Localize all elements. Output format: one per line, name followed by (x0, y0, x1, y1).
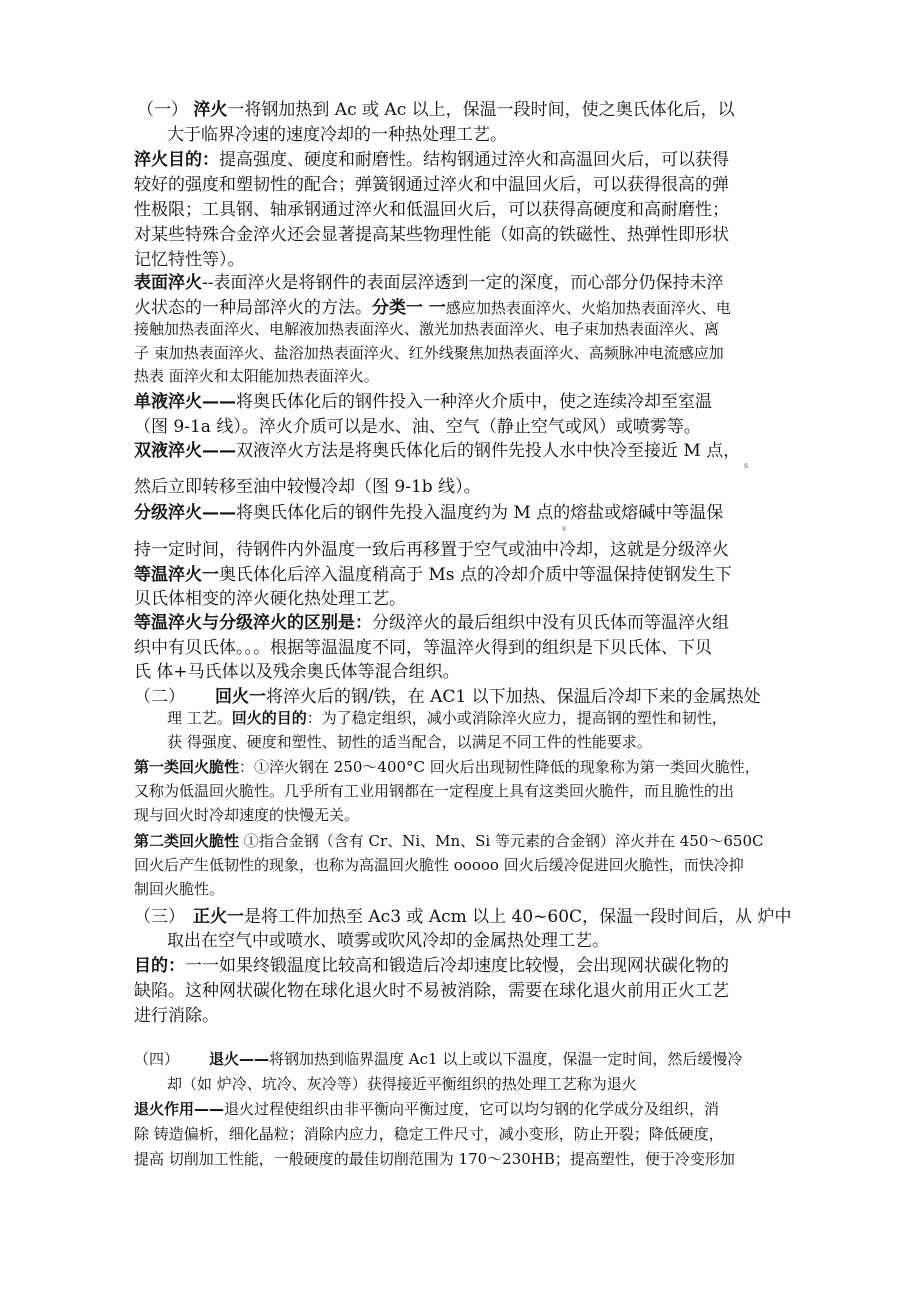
term-bold: 等温淬火一 (134, 565, 219, 585)
text-line: （二） 回火一将淬火后的钢/铁，在 AC1 以下加热、保温后冷却下来的金属热处 (134, 687, 761, 707)
term-bold: 双液淬火—— (134, 441, 236, 461)
text-line: 淬火目的：提高强度、硬度和耐磨性。结构钢通过淬火和高温回火后，可以获得 (134, 150, 729, 170)
text-line: 然后立即转移至油中较慢冷却（图 9-1b 线）。 (134, 477, 481, 497)
text-line: 回火后产生低韧性的现象，也称为高温回火脆性 ooooo 回火后缓冷促进回火脆性，而快冷抑 (134, 856, 744, 874)
text-line: 大于临界冷速的速度冷却的一种热处理工艺。 (167, 125, 507, 145)
text-line: 记忆特性等）。 (134, 250, 245, 270)
text-line: （一） 淬火一将钢加热到 Ac 或 Ac 以上，保温一段时间，使之奥氏体化后，以 (137, 100, 735, 120)
term-bold: 分类一 一 (372, 298, 446, 318)
text-line: （三） 正火一是将工件加热至 Ac3 或 Acm 以上 40~60C，保温一段时间后，从 炉中 (134, 907, 792, 927)
text-line: 第一类回火脆性：①淬火钢在 250～400°C 回火后出现韧性降低的现象称为第一类回火脆性， (134, 758, 760, 776)
text-line: 对某些特殊合金淬火还会显著提高某些物理性能（如高的铁磁性、热弹性即形状 (134, 225, 729, 245)
text-line: 又称为低温回火脆性。几乎所有工业用钢都在一定程度上具有这类回火脆件，而且脆性的出 (134, 782, 735, 800)
term-bold: 表面淬火 (134, 273, 202, 293)
text-line: 性极限；工具钢、轴承钢通过淬火和低温回火后，可以获得高硬度和高耐磨性； (134, 200, 729, 220)
text-line: 提高 切削加工性能，一般硬度的最佳切削范围为 170～230HB；提高塑性，便于冷变形加 (134, 1150, 735, 1168)
term-bold: 目的： (134, 956, 185, 976)
text-line: 贝氏体相变的淬火硬化热处理工艺。 (134, 589, 406, 609)
text-line: 火状态的一种局部淬火的方法。分类一 一感应加热表面淬火、火焰加热表面淬火、电 (134, 298, 731, 318)
term-bold: 退火作用—— (134, 1100, 225, 1118)
text-line: 现与回火时冷却速度的快慢无关。 (134, 806, 360, 824)
term-bold: 第二类回火脆性 (134, 832, 240, 850)
text-line: 缺陷。这种网状碳化物在球化退火时不易被消除，需要在球化退火前用正火工艺 (134, 981, 729, 1001)
text-line: 第二类回火脆性 ①指合金钢（含有 Cr、Ni、Mn、Si 等元素的合金钢）淬火并在 450～650C (134, 832, 764, 850)
text-line: 除 铸造偏析，细化晶粒；消除内应力，稳定工件尺寸，减小变形，防止开裂；降低硬度， (134, 1125, 724, 1143)
text-line: （四） 退火——将钢加热到临界温度 Ac1 以上或以下温度，保温一定时间，然后缓慢冷 (134, 1050, 743, 1068)
term-bold: 回火的目的 (231, 709, 307, 727)
text-line: 氏 体+马氏体以及残余奥氏体等混合组织。 (134, 662, 460, 682)
term-bold: 淬火目的： (134, 150, 219, 170)
text-line: 进行消除。 (134, 1006, 219, 1026)
subscript-mark: s (744, 461, 749, 470)
text-line: 取出在空气中或喷水、喷雾或吹风冷却的金属热处理工艺。 (167, 931, 609, 951)
text-line: 退火作用——退火过程使组织由非平衡向平衡过度，它可以均匀钢的化学成分及组织，消 (134, 1100, 720, 1118)
term-bold: 回火一 (215, 687, 266, 707)
text-line: （图 9-1a 线）。淬火介质可以是水、油、空气（静止空气或风）或喷雾等。 (134, 417, 701, 437)
text-line: 持一定时间，待钢件内外温度一致后再移置于空气或油中冷却，这就是分级淬火 (134, 540, 729, 560)
text-line: 制回火脆性。 (134, 880, 225, 898)
text-line: 分级淬火——将奥氏体化后的钢件先投入温度约为 M 点的熔盐或熔碱中等温保 (134, 503, 724, 523)
text-line: 织中有贝氏体。。。根据等温温度不同，等温淬火得到的组织是下贝氏体、下贝 (134, 638, 712, 658)
term-bold: 等温淬火与分级淬火的区别是： (134, 613, 372, 633)
text-line: 目的：一一如果终锻温度比较高和锻造后冷却速度比较慢，会出现网状碳化物的 (134, 956, 729, 976)
text-line: 等温淬火与分级淬火的区别是：分级淬火的最后组织中没有贝氏体而等温淬火组 (134, 613, 729, 633)
term-bold: 淬火 (193, 100, 228, 120)
text-line: 却（如 炉冷、坑冷、灰冷等）获得接近平衡组织的热处理工艺称为退火 (167, 1075, 637, 1093)
text-line: 热表 面淬火和太阳能加热表面淬火。 (134, 367, 379, 385)
subscript-mark: s (562, 524, 567, 533)
text-line: 接触加热表面淬火、电解液加热表面淬火、激光加热表面淬火、电子束加热表面淬火、离 (134, 320, 720, 338)
text-line: 较好的强度和塑韧性的配合；弹簧钢通过淬火和中温回火后，可以获得很高的弹 (134, 175, 729, 195)
text-line: 双液淬火——双液淬火方法是将奥氏体化后的钢件先投人水中快冷至接近 M 点， (134, 441, 741, 461)
text-line: 子 束加热表面淬火、盐浴加热表面淬火、红外线聚焦加热表面淬火、高频脉冲电流感应加 (134, 344, 724, 362)
term-bold: 正火一 (193, 907, 244, 927)
text-line: 表面淬火--表面淬火是将钢件的表面层淬透到一定的深度，而心部分仍保持未淬 (134, 273, 724, 293)
text-line: 单液淬火——将奥氏体化后的钢件投入一种淬火介质中，使之连续冷却至室温 (134, 392, 712, 412)
text-line: 等温淬火一奥氏体化后淬入温度稍高于 Ms 点的冷却介质中等温保持使钢发生下 (134, 565, 732, 585)
text-line: 理 工艺。回火的目的：为了稳定组织，减小或消除淬火应力，提高钢的塑性和韧性， (167, 709, 727, 727)
term-bold: 分级淬火—— (134, 503, 236, 523)
text-line: 获 得强度、硬度和塑性、韧性的适当配合，以满足不同工件的性能要求。 (167, 733, 652, 751)
term-bold: 退火—— (209, 1050, 270, 1068)
term-bold: 单液淬火—— (134, 392, 236, 412)
term-bold: 第一类回火脆性 (134, 758, 240, 776)
